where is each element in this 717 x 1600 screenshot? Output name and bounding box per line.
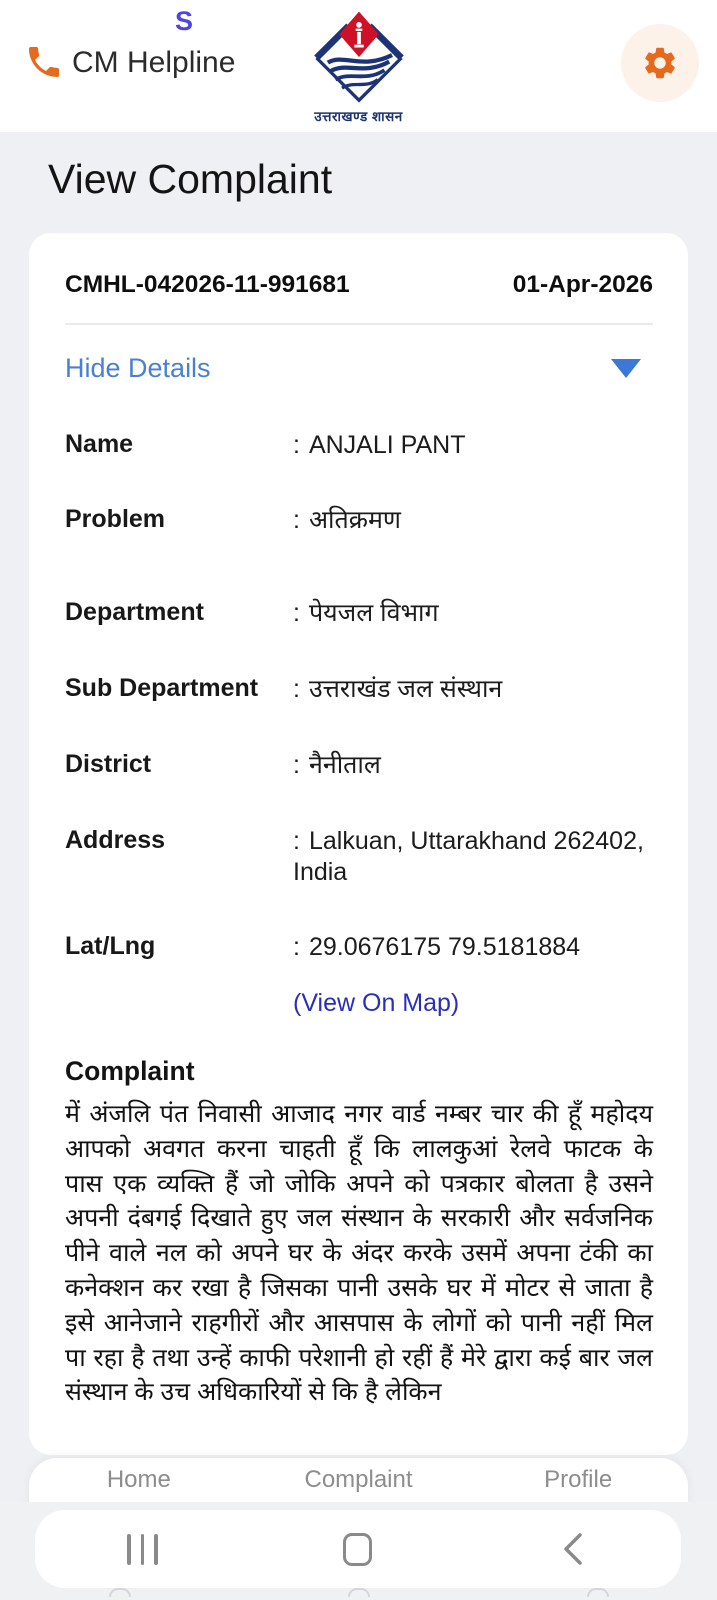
- hide-details-label: Hide Details: [65, 353, 211, 383]
- field-row-problem: [65, 505, 653, 536]
- logo-caption: उत्तराखण्ड शासन: [314, 109, 403, 124]
- nav-item-complaint[interactable]: Complaint: [304, 1466, 413, 1493]
- colon: :: [293, 431, 300, 459]
- field-value: : ANJALI PANT: [293, 431, 466, 459]
- field-label: Sub Department: [65, 674, 259, 702]
- complaint-text-line: आपको अवगत करना चाहती हूँ कि लालकुआं रेलवे फाटक के: [65, 1134, 653, 1163]
- colon: :: [293, 827, 300, 855]
- page-title: View Complaint: [48, 156, 333, 202]
- home-tab-icon-peek: [109, 1588, 131, 1597]
- colon: :: [293, 506, 300, 534]
- field-value: : Lalkuan, Uttarakhand 262402, India: [293, 827, 644, 886]
- field-label: District: [65, 750, 152, 778]
- colon: :: [293, 675, 300, 703]
- uttarakhand-emblem-icon: [301, 6, 417, 106]
- complaint-date: 01-Apr-2026: [512, 271, 653, 298]
- complaint-id-row: [65, 271, 653, 299]
- nav-item-home[interactable]: Home: [106, 1466, 171, 1493]
- nav-item-profile[interactable]: Profile: [544, 1466, 613, 1493]
- app-header: [0, 0, 717, 132]
- field-value: : उत्तराखंड जल संस्थान: [293, 675, 503, 703]
- recents-icon: [127, 1534, 158, 1565]
- android-navigation-bar: [35, 1510, 681, 1588]
- back-chevron-icon: [560, 1529, 586, 1569]
- profile-tab-icon-peek: [587, 1588, 609, 1597]
- complaint-section-heading: Complaint: [65, 1056, 195, 1086]
- uttarakhand-govt-logo: [294, 6, 424, 125]
- chevron-down-icon: [611, 359, 641, 378]
- complaint-id: CMHL-042026-11-991681: [65, 271, 350, 298]
- complaint-text-line: इसे आनेजाने राहगीरों और आसपास के लोगों को पानी नहीं मिल: [65, 1308, 653, 1337]
- gear-icon: [641, 44, 679, 82]
- recents-button[interactable]: [35, 1510, 250, 1588]
- field-row-latlng: [65, 932, 653, 963]
- back-button[interactable]: [466, 1510, 681, 1588]
- app-title: CM Helpline: [72, 46, 236, 79]
- complaint-text-line: अपनी दंबगई दिखाते हुए जल संस्थान के सरकारी और सर्वजनिक: [65, 1204, 653, 1233]
- field-row-name: [65, 430, 653, 461]
- home-button[interactable]: [250, 1510, 465, 1588]
- field-row-department: [65, 598, 653, 629]
- field-label: Lat/Lng: [65, 932, 156, 960]
- complaint-text-line: कनेक्शन कर रखा है जिसका पानी उसके घर में मोटर से जाता है: [65, 1273, 653, 1302]
- floating-letter: S: [175, 6, 194, 36]
- hide-details-toggle[interactable]: [65, 353, 653, 384]
- field-label: Problem: [65, 505, 166, 533]
- field-value: : 29.0676175 79.5181884: [293, 933, 581, 961]
- colon: :: [293, 751, 300, 779]
- complaint-text-line: संस्थान के उच अधिकारियों से कि है लेकिन: [65, 1378, 442, 1407]
- view-on-map-link[interactable]: (View On Map): [293, 989, 460, 1017]
- complaint-text: [65, 1097, 653, 1410]
- field-value: : नैनीताल: [293, 751, 381, 779]
- settings-button[interactable]: [621, 24, 699, 102]
- field-label: Department: [65, 598, 204, 626]
- complaint-text-line: पा रहा है तथा उन्हें काफी परेशानी हो रहीं हैं मेरे द्वारा कई बार जल: [65, 1343, 653, 1372]
- complaint-text-line: पास एक व्यक्ति हैं जो जोकि अपने को पत्रकार बोलता है उसने: [65, 1169, 653, 1198]
- field-value: : अतिक्रमण: [293, 506, 402, 534]
- field-row-sub-department: [65, 674, 653, 705]
- colon: :: [293, 599, 300, 627]
- field-label: Name: [65, 430, 134, 458]
- complaint-text-line: में अंजलि पंत निवासी आजाद नगर वार्ड नम्बर चार की हूँ महोदय: [65, 1100, 653, 1128]
- complaint-card: [29, 233, 688, 1455]
- field-label: Address: [65, 826, 166, 854]
- phone-icon[interactable]: [24, 42, 64, 82]
- divider: [65, 323, 653, 325]
- home-icon: [343, 1533, 372, 1566]
- colon: :: [293, 933, 300, 961]
- complaint-tab-icon-peek: [348, 1588, 370, 1597]
- complaint-text-line: पीने वाले नल को अपने घर के अंदर करके उसमें अपना टंकी का: [65, 1239, 653, 1268]
- field-row-district: [65, 750, 653, 781]
- clipped-nav-icons: [0, 1588, 717, 1597]
- field-value: : पेयजल विभाग: [293, 599, 439, 627]
- field-row-address: [65, 826, 653, 888]
